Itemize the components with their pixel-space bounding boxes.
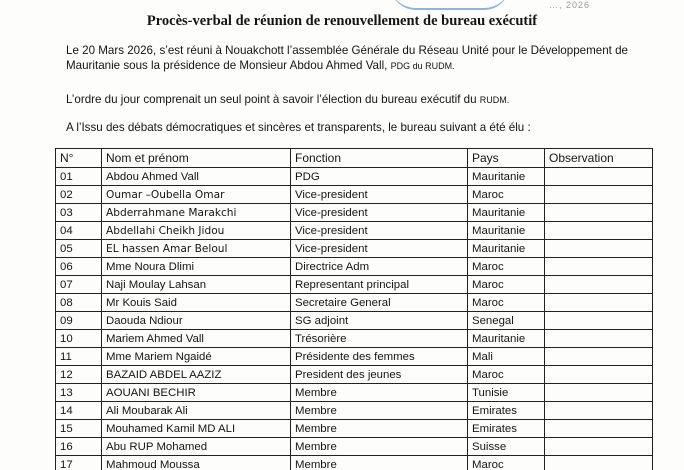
cell-country: Maroc	[468, 294, 545, 312]
cell-country: Maroc	[468, 258, 545, 276]
table-row	[56, 294, 653, 312]
table-row	[56, 456, 653, 470]
table-row	[56, 186, 653, 204]
cell-name: Daouda Ndiour	[102, 312, 291, 330]
table-row	[56, 204, 653, 222]
cell-country: Mauritanie	[468, 240, 545, 258]
cell-number: 07	[56, 276, 102, 294]
cell-number: 06	[56, 258, 102, 276]
header-observation: Observation	[545, 149, 653, 168]
cell-number: 04	[56, 222, 102, 240]
cell-country: Emirates	[468, 402, 545, 420]
table-row	[56, 366, 653, 384]
table-row	[56, 168, 653, 186]
cell-observation	[545, 330, 653, 348]
cell-function: Membre	[291, 456, 468, 470]
cell-name: Mme Mariem Ngaidé	[102, 348, 291, 366]
cell-number: 10	[56, 330, 102, 348]
table-row	[56, 402, 653, 420]
table-row	[56, 330, 653, 348]
intro-paragraph-election: A l’Issu des débats démocratiques et sincères et transparents, le bureau suivant a été élu :	[66, 121, 531, 134]
cell-country: Maroc	[468, 366, 545, 384]
document-title: Procès-verbal de réunion de renouvellement de bureau exécutif	[146, 13, 538, 29]
table-row	[56, 420, 653, 438]
cell-function: Présidente des femmes	[291, 348, 468, 366]
header-function: Fonction	[291, 149, 468, 168]
cell-name: Abdou Ahmed Vall	[102, 168, 291, 186]
cell-observation	[545, 240, 653, 258]
table-body	[56, 168, 653, 470]
cell-number: 13	[56, 384, 102, 402]
cell-observation	[545, 276, 653, 294]
cell-country: Maroc	[468, 186, 545, 204]
cell-function: Vice-president	[291, 204, 468, 222]
cell-name: Mouhamed Kamil MD ALI	[102, 420, 291, 438]
cell-function: Trésorière	[291, 330, 468, 348]
cell-name: Mme Noura Dlimi	[102, 258, 291, 276]
cell-number: 11	[56, 348, 102, 366]
cell-name: AOUANI BECHIR	[102, 384, 291, 402]
header-number: N°	[56, 149, 102, 168]
table-row	[56, 276, 653, 294]
cell-observation	[545, 186, 653, 204]
table-row	[56, 240, 653, 258]
cell-function: Membre	[291, 384, 468, 402]
table-row	[56, 312, 653, 330]
table-row	[56, 438, 653, 456]
cell-observation	[545, 258, 653, 276]
cell-function: Vice-president	[291, 186, 468, 204]
cell-number: 01	[56, 168, 102, 186]
cell-function: SG adjoint	[291, 312, 468, 330]
cell-name: Abderrahmane Marakchi	[102, 204, 291, 222]
cell-name: Abu RUP Mohamed	[102, 438, 291, 456]
cell-name: EL hassen Amar Beloul	[102, 240, 291, 258]
cell-function: President des jeunes	[291, 366, 468, 384]
table-row	[56, 258, 653, 276]
cell-function: PDG	[291, 168, 468, 186]
cell-observation	[545, 456, 653, 470]
cell-observation	[545, 294, 653, 312]
cell-number: 17	[56, 456, 102, 470]
cell-observation	[545, 312, 653, 330]
cell-observation	[545, 438, 653, 456]
cell-country: Maroc	[468, 456, 545, 470]
cell-function: Secretaire General	[291, 294, 468, 312]
intro-paragraph-agenda-text: L’ordre du jour comprenait un seul point à savoir l’élection du bureau exécutif du	[66, 93, 477, 106]
cell-function: Membre	[291, 402, 468, 420]
cell-name: Mr Kouis Said	[102, 294, 291, 312]
cell-country: Maroc	[468, 276, 545, 294]
intro-paragraph-meeting	[66, 43, 666, 74]
cell-country: Mauritanie	[468, 168, 545, 186]
cell-country: Senegal	[468, 312, 545, 330]
cell-name: Mariem Ahmed Vall	[102, 330, 291, 348]
cell-observation	[545, 384, 653, 402]
letterhead-logo-fragment	[390, 0, 590, 12]
cell-observation	[545, 204, 653, 222]
cell-number: 15	[56, 420, 102, 438]
cell-country: Suisse	[468, 438, 545, 456]
cell-observation	[545, 402, 653, 420]
cell-number: 08	[56, 294, 102, 312]
cell-observation	[545, 366, 653, 384]
cell-function: Vice-president	[291, 240, 468, 258]
cell-observation	[545, 168, 653, 186]
cell-name: Ali Moubarak Ali	[102, 402, 291, 420]
cell-observation	[545, 348, 653, 366]
header-name: Nom et prénom	[102, 149, 291, 168]
cell-number: 03	[56, 204, 102, 222]
cell-number: 02	[56, 186, 102, 204]
cell-observation	[545, 222, 653, 240]
cell-function: Representant principal	[291, 276, 468, 294]
cell-country: Mauritanie	[468, 204, 545, 222]
cell-number: 12	[56, 366, 102, 384]
cell-function: Membre	[291, 420, 468, 438]
header-country: Pays	[468, 149, 545, 168]
cell-function: Vice-president	[291, 222, 468, 240]
cell-observation	[545, 420, 653, 438]
cell-name: Abdellahi Cheikh Jidou	[102, 222, 291, 240]
cell-name: Mahmoud Moussa	[102, 456, 291, 470]
cell-country: Tunisie	[468, 384, 545, 402]
logo-arc-shape	[390, 0, 510, 10]
table-header-row	[56, 149, 653, 168]
cell-function: Membre	[291, 438, 468, 456]
cell-number: 16	[56, 438, 102, 456]
intro-paragraph-agenda	[66, 92, 666, 108]
letterhead-text-fragment: …, 2026	[548, 0, 590, 10]
table-row	[56, 384, 653, 402]
table-row	[56, 222, 653, 240]
cell-number: 09	[56, 312, 102, 330]
cell-number: 05	[56, 240, 102, 258]
intro-paragraph-meeting-small: PDG du RUDM.	[390, 61, 455, 71]
cell-function: Directrice Adm	[291, 258, 468, 276]
cell-country: Mauritanie	[468, 222, 545, 240]
cell-name: BAZAID ABDEL AAZIZ	[102, 366, 291, 384]
cell-name: Naji Moulay Lahsan	[102, 276, 291, 294]
table-row	[56, 348, 653, 366]
bureau-members-table	[55, 148, 653, 470]
cell-country: Emirates	[468, 420, 545, 438]
cell-number: 14	[56, 402, 102, 420]
intro-paragraph-meeting-text: Le 20 Mars 2026, s’est réuni à Nouakchott l’assemblée Générale du Réseau Unité pour le Développement de Mauritanie sous la présidence de Monsieur Abdou Ahmed Vall,	[66, 44, 628, 72]
intro-paragraph-agenda-small: RUDM.	[479, 95, 510, 105]
cell-country: Mauritanie	[468, 330, 545, 348]
cell-name: Oumar –Oubella Omar	[102, 186, 291, 204]
cell-country: Mali	[468, 348, 545, 366]
